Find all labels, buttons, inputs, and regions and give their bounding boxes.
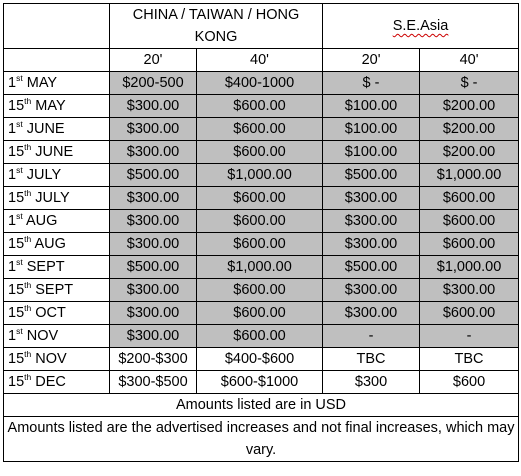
- date-day: 15: [8, 144, 25, 160]
- date-label: [4, 256, 110, 279]
- date-ordinal-suffix: th: [24, 349, 32, 360]
- date-day: 15: [8, 282, 25, 298]
- header-row-sizes: [4, 49, 519, 72]
- china-40ft-value: $600.00: [197, 141, 323, 164]
- date-label: [4, 95, 110, 118]
- header-se-asia: [323, 4, 519, 49]
- header-asia-20ft: 20': [323, 49, 420, 72]
- asia-20ft-value: $300.00: [323, 302, 420, 325]
- china-20ft-value: $300.00: [110, 118, 197, 141]
- rate-increase-table: [3, 3, 519, 462]
- asia-40ft-value: $200.00: [420, 118, 519, 141]
- asia-40ft-value: -: [420, 325, 519, 348]
- date-month: DEC: [35, 374, 66, 390]
- date-day: 1: [8, 167, 17, 183]
- china-20ft-value: $300.00: [110, 279, 197, 302]
- china-40ft-value: $600.00: [197, 233, 323, 256]
- date-ordinal-suffix: st: [16, 257, 23, 268]
- date-ordinal-suffix: th: [24, 96, 32, 107]
- table-row: [4, 141, 519, 164]
- table-row: [4, 187, 519, 210]
- date-ordinal-suffix: st: [16, 119, 23, 130]
- rate-rows: [4, 72, 519, 394]
- table-row: [4, 279, 519, 302]
- china-20ft-value: $300.00: [110, 95, 197, 118]
- date-day: 15: [8, 374, 25, 390]
- table-row: [4, 325, 519, 348]
- date-ordinal-suffix: st: [16, 165, 23, 176]
- asia-40ft-value: $600.00: [420, 233, 519, 256]
- china-20ft-value: $300.00: [110, 210, 197, 233]
- table-row: [4, 95, 519, 118]
- table-row: [4, 256, 519, 279]
- asia-20ft-value: $300.00: [323, 210, 420, 233]
- asia-40ft-value: $300.00: [420, 279, 519, 302]
- china-40ft-value: $1,000.00: [197, 256, 323, 279]
- rate-table-container: [3, 3, 519, 462]
- date-label: [4, 141, 110, 164]
- date-label: [4, 118, 110, 141]
- date-ordinal-suffix: th: [24, 280, 32, 291]
- date-ordinal-suffix: st: [16, 326, 23, 337]
- header-corner-cell: [4, 4, 110, 49]
- table-row: [4, 371, 519, 394]
- date-label: [4, 279, 110, 302]
- china-20ft-value: $200-500: [110, 72, 197, 95]
- date-month: NOV: [26, 328, 59, 344]
- date-month: MAY: [26, 75, 58, 91]
- china-20ft-value: $300.00: [110, 325, 197, 348]
- asia-20ft-value: $ -: [323, 72, 420, 95]
- date-month: NOV: [35, 351, 67, 367]
- asia-20ft-value: $100.00: [323, 95, 420, 118]
- china-40ft-value: $600.00: [197, 187, 323, 210]
- date-ordinal-suffix: st: [16, 211, 23, 222]
- asia-20ft-value: $300.00: [323, 279, 420, 302]
- china-20ft-value: $200-$300: [110, 348, 197, 371]
- asia-20ft-value: $500.00: [323, 256, 420, 279]
- date-day: 15: [8, 351, 25, 367]
- asia-20ft-value: -: [323, 325, 420, 348]
- asia-20ft-value: $300.00: [323, 233, 420, 256]
- date-day: 15: [8, 236, 25, 252]
- header-asia-40ft: 40': [420, 49, 519, 72]
- date-label: [4, 72, 110, 95]
- china-20ft-value: $500.00: [110, 256, 197, 279]
- asia-20ft-value: $100.00: [323, 141, 420, 164]
- date-label: [4, 164, 110, 187]
- date-day: 1: [8, 213, 17, 229]
- china-20ft-value: $300.00: [110, 141, 197, 164]
- china-20ft-value: $300-$500: [110, 371, 197, 394]
- asia-40ft-value: TBC: [420, 348, 519, 371]
- date-ordinal-suffix: th: [24, 303, 32, 314]
- date-label: [4, 371, 110, 394]
- china-40ft-value: $600.00: [197, 279, 323, 302]
- date-label: [4, 233, 110, 256]
- note-row-currency: [4, 394, 519, 417]
- asia-40ft-value: $ -: [420, 72, 519, 95]
- date-label: [4, 210, 110, 233]
- date-day: 1: [8, 328, 17, 344]
- header-se-asia-label: S.E.Asia: [392, 18, 449, 34]
- china-20ft-value: $500.00: [110, 164, 197, 187]
- table-row: [4, 210, 519, 233]
- china-40ft-value: $400-$600: [197, 348, 323, 371]
- date-month: JULY: [26, 167, 62, 183]
- asia-20ft-value: $500.00: [323, 164, 420, 187]
- header-size-corner-cell: [4, 49, 110, 72]
- asia-20ft-value: $300: [323, 371, 420, 394]
- date-month: AUG: [34, 236, 66, 252]
- disclaimer-note: Amounts listed are the advertised increases and not final increases, which may vary.: [4, 417, 519, 462]
- date-month: JUNE: [35, 144, 74, 160]
- asia-40ft-value: $600.00: [420, 187, 519, 210]
- date-day: 15: [8, 98, 25, 114]
- china-40ft-value: $600.00: [197, 118, 323, 141]
- date-label: [4, 348, 110, 371]
- date-day: 1: [8, 121, 17, 137]
- date-month: AUG: [25, 213, 58, 229]
- currency-note: Amounts listed are in USD: [4, 394, 519, 417]
- asia-40ft-value: $600: [420, 371, 519, 394]
- asia-20ft-value: TBC: [323, 348, 420, 371]
- table-row: [4, 233, 519, 256]
- date-month: SEPT: [35, 282, 74, 298]
- table-row: [4, 348, 519, 371]
- china-40ft-value: $600-$1000: [197, 371, 323, 394]
- date-ordinal-suffix: th: [24, 372, 32, 383]
- asia-40ft-value: $200.00: [420, 95, 519, 118]
- asia-40ft-value: $600.00: [420, 210, 519, 233]
- date-month: JULY: [35, 190, 70, 206]
- date-month: JUNE: [26, 121, 65, 137]
- header-row-regions: [4, 4, 519, 49]
- date-day: 15: [8, 190, 25, 206]
- date-month: SEPT: [26, 259, 65, 275]
- china-40ft-value: $600.00: [197, 302, 323, 325]
- header-china-40ft: 40': [197, 49, 323, 72]
- date-label: [4, 302, 110, 325]
- date-ordinal-suffix: st: [16, 73, 23, 84]
- table-row: [4, 302, 519, 325]
- china-20ft-value: $300.00: [110, 233, 197, 256]
- date-month: OCT: [35, 305, 66, 321]
- date-ordinal-suffix: th: [24, 188, 32, 199]
- note-row-disclaimer: [4, 417, 519, 462]
- asia-20ft-value: $300.00: [323, 187, 420, 210]
- date-day: 1: [8, 259, 17, 275]
- date-label: [4, 325, 110, 348]
- header-china-20ft: 20': [110, 49, 197, 72]
- table-row: [4, 118, 519, 141]
- china-40ft-value: $600.00: [197, 325, 323, 348]
- asia-20ft-value: $100.00: [323, 118, 420, 141]
- table-row: [4, 164, 519, 187]
- asia-40ft-value: $1,000.00: [420, 164, 519, 187]
- asia-40ft-value: $1,000.00: [420, 256, 519, 279]
- china-20ft-value: $300.00: [110, 302, 197, 325]
- header-china-taiwan-hong-kong: CHINA / TAIWAN / HONG KONG: [110, 4, 323, 49]
- asia-40ft-value: $600.00: [420, 302, 519, 325]
- table-row: [4, 72, 519, 95]
- china-20ft-value: $300.00: [110, 187, 197, 210]
- china-40ft-value: $400-1000: [197, 72, 323, 95]
- date-ordinal-suffix: th: [24, 234, 32, 245]
- asia-40ft-value: $200.00: [420, 141, 519, 164]
- date-label: [4, 187, 110, 210]
- china-40ft-value: $600.00: [197, 95, 323, 118]
- date-month: MAY: [35, 98, 66, 114]
- date-day: 15: [8, 305, 25, 321]
- china-40ft-value: $600.00: [197, 210, 323, 233]
- date-ordinal-suffix: th: [24, 142, 32, 153]
- date-day: 1: [8, 75, 17, 91]
- china-40ft-value: $1,000.00: [197, 164, 323, 187]
